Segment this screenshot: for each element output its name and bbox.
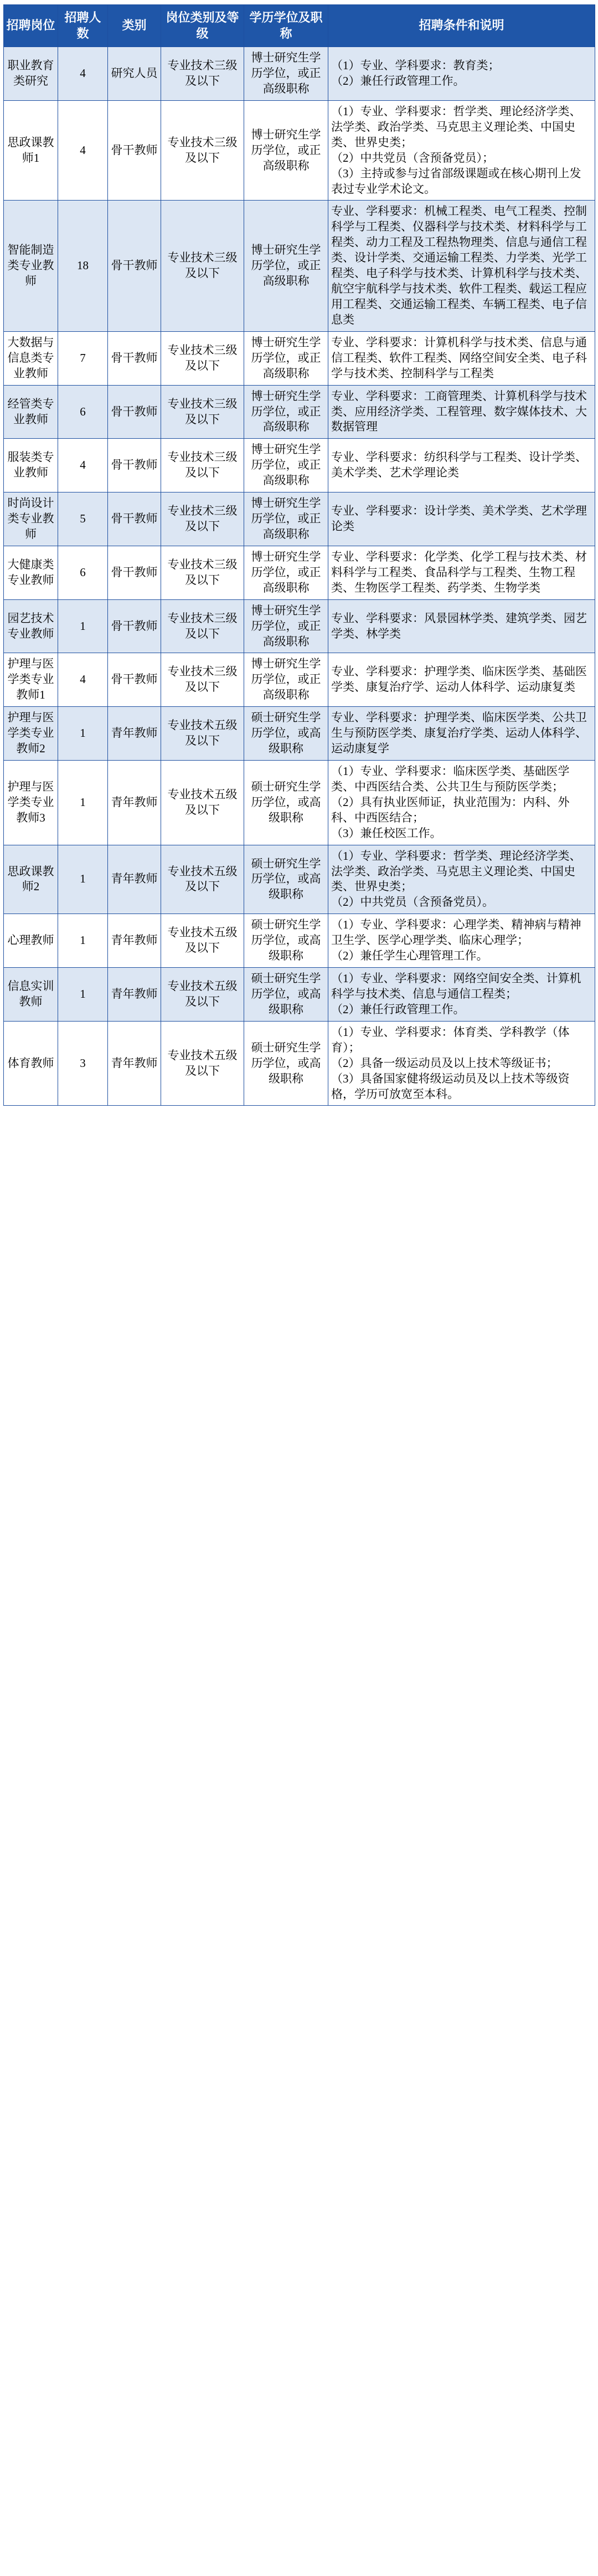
cell-category: 骨干教师 xyxy=(108,100,161,201)
cell-post: 智能制造类专业教师 xyxy=(4,201,58,331)
cell-conditions: （1）专业、学科要求：心理学类、精神病与精神卫生学、医学心理学类、临床心理学； （2）兼任学生心理管理工作。 xyxy=(328,914,595,968)
table-row xyxy=(4,845,595,914)
cell-post: 经管类专业教师 xyxy=(4,385,58,439)
cell-conditions: （1）专业、学科要求：哲学类、理论经济学类、法学类、政治学类、马克思主义理论类、中国史类、世界史类； （2）中共党员（含预备党员）； （3）主持或参与过省部级课题或在核心期刊上发表过专业学术论文。 xyxy=(328,100,595,201)
cell-category: 骨干教师 xyxy=(108,385,161,439)
cell-conditions: （1）专业、学科要求：网络空间安全类、计算机科学与技术类、信息与通信工程类； （2）兼任行政管理工作。 xyxy=(328,968,595,1022)
table-row xyxy=(4,653,595,707)
cell-count: 4 xyxy=(58,653,108,707)
table-body xyxy=(4,47,595,1106)
cell-level: 专业技术五级及以下 xyxy=(161,845,244,914)
cell-category: 青年教师 xyxy=(108,1021,161,1106)
cell-conditions: （1）专业、学科要求：哲学类、理论经济学类、法学类、政治学类、马克思主义理论类、中国史类、世界史类； （2）中共党员（含预备党员）。 xyxy=(328,845,595,914)
cell-level: 专业技术三级及以下 xyxy=(161,331,244,385)
cell-level: 专业技术五级及以下 xyxy=(161,914,244,968)
cell-post: 大健康类专业教师 xyxy=(4,546,58,599)
table-row xyxy=(4,707,595,761)
cell-degree: 博士研究生学历学位，或正高级职称 xyxy=(244,100,328,201)
cell-count: 1 xyxy=(58,760,108,845)
cell-degree: 博士研究生学历学位，或正高级职称 xyxy=(244,331,328,385)
cell-post: 体育教师 xyxy=(4,1021,58,1106)
table-row xyxy=(4,760,595,845)
table-row xyxy=(4,492,595,546)
cell-level: 专业技术五级及以下 xyxy=(161,968,244,1022)
cell-category: 青年教师 xyxy=(108,760,161,845)
cell-conditions: 专业、学科要求：设计学类、美术学类、艺术学理论类 xyxy=(328,492,595,546)
cell-count: 3 xyxy=(58,1021,108,1106)
cell-category: 骨干教师 xyxy=(108,492,161,546)
table-row xyxy=(4,599,595,653)
cell-post: 时尚设计类专业教师 xyxy=(4,492,58,546)
column-header-level: 岗位类别及等级 xyxy=(161,5,244,47)
cell-conditions: 专业、学科要求：护理学类、临床医学类、公共卫生与预防医学类、康复治疗学类、运动人体科学、运动康复学 xyxy=(328,707,595,761)
recruitment-table-sheet xyxy=(0,0,598,1111)
cell-degree: 硕士研究生学历学位，或高级职称 xyxy=(244,914,328,968)
cell-category: 骨干教师 xyxy=(108,201,161,331)
cell-count: 4 xyxy=(58,439,108,492)
column-header-category: 类别 xyxy=(108,5,161,47)
cell-level: 专业技术五级及以下 xyxy=(161,707,244,761)
cell-degree: 博士研究生学历学位，或正高级职称 xyxy=(244,201,328,331)
table-row xyxy=(4,546,595,599)
table-row xyxy=(4,439,595,492)
cell-count: 1 xyxy=(58,914,108,968)
cell-count: 18 xyxy=(58,201,108,331)
cell-degree: 博士研究生学历学位，或正高级职称 xyxy=(244,653,328,707)
cell-degree: 博士研究生学历学位，或正高级职称 xyxy=(244,439,328,492)
cell-conditions: 专业、学科要求：机械工程类、电气工程类、控制科学与工程类、仪器科学与技术类、材料科学与工程类、动力工程及工程热物理类、信息与通信工程类、设计学类、交通运输工程类、力学类、光学工程类、电子科学与技术类、计算机科学与技术类、航空宇航科学与技术类、软件工程类、载运工程应用工程类、交通运输工程类、车辆工程类、电子信息类 xyxy=(328,201,595,331)
cell-level: 专业技术三级及以下 xyxy=(161,100,244,201)
table-row xyxy=(4,914,595,968)
cell-level: 专业技术三级及以下 xyxy=(161,492,244,546)
cell-degree: 硕士研究生学历学位，或高级职称 xyxy=(244,760,328,845)
table-row xyxy=(4,331,595,385)
recruitment-table xyxy=(3,4,595,1106)
cell-degree: 博士研究生学历学位，或正高级职称 xyxy=(244,546,328,599)
cell-conditions: 专业、学科要求：化学类、化学工程与技术类、材料科学与工程类、食品科学与工程类、生物工程类、生物医学工程类、药学类、生物学类 xyxy=(328,546,595,599)
cell-count: 1 xyxy=(58,968,108,1022)
cell-post: 服装类专业教师 xyxy=(4,439,58,492)
cell-post: 护理与医学类专业教师3 xyxy=(4,760,58,845)
cell-conditions: 专业、学科要求：护理学类、临床医学类、基础医学类、康复治疗学、运动人体科学、运动康复类 xyxy=(328,653,595,707)
column-header-count: 招聘人数 xyxy=(58,5,108,47)
cell-degree: 硕士研究生学历学位，或高级职称 xyxy=(244,968,328,1022)
cell-category: 骨干教师 xyxy=(108,653,161,707)
cell-category: 青年教师 xyxy=(108,845,161,914)
cell-count: 4 xyxy=(58,47,108,101)
cell-category: 研究人员 xyxy=(108,47,161,101)
cell-post: 大数据与信息类专业教师 xyxy=(4,331,58,385)
cell-level: 专业技术三级及以下 xyxy=(161,546,244,599)
cell-degree: 硕士研究生学历学位，或高级职称 xyxy=(244,1021,328,1106)
cell-count: 4 xyxy=(58,100,108,201)
cell-conditions: （1）专业、学科要求：体育类、学科教学（体育）； （2）具备一级运动员及以上技术等级证书； （3）具备国家健将级运动员及以上技术等级资格，学历可放宽至本科。 xyxy=(328,1021,595,1106)
cell-degree: 博士研究生学历学位，或正高级职称 xyxy=(244,599,328,653)
cell-count: 5 xyxy=(58,492,108,546)
cell-post: 信息实训教师 xyxy=(4,968,58,1022)
table-row xyxy=(4,201,595,331)
table-header xyxy=(4,5,595,47)
cell-level: 专业技术三级及以下 xyxy=(161,653,244,707)
table-row xyxy=(4,47,595,101)
cell-count: 6 xyxy=(58,546,108,599)
column-header-degree: 学历学位及职称 xyxy=(244,5,328,47)
cell-category: 骨干教师 xyxy=(108,439,161,492)
cell-degree: 博士研究生学历学位，或正高级职称 xyxy=(244,47,328,101)
cell-count: 1 xyxy=(58,707,108,761)
cell-post: 心理教师 xyxy=(4,914,58,968)
column-header-conditions: 招聘条件和说明 xyxy=(328,5,595,47)
cell-conditions: （1）专业、学科要求：教育类； （2）兼任行政管理工作。 xyxy=(328,47,595,101)
cell-level: 专业技术五级及以下 xyxy=(161,760,244,845)
cell-category: 青年教师 xyxy=(108,707,161,761)
cell-count: 1 xyxy=(58,599,108,653)
cell-category: 骨干教师 xyxy=(108,546,161,599)
cell-level: 专业技术三级及以下 xyxy=(161,599,244,653)
table-row xyxy=(4,968,595,1022)
cell-level: 专业技术三级及以下 xyxy=(161,385,244,439)
table-header-row xyxy=(4,5,595,47)
cell-category: 青年教师 xyxy=(108,968,161,1022)
cell-degree: 硕士研究生学历学位，或高级职称 xyxy=(244,707,328,761)
cell-level: 专业技术三级及以下 xyxy=(161,47,244,101)
cell-post: 思政课教师1 xyxy=(4,100,58,201)
table-row xyxy=(4,1021,595,1106)
cell-category: 青年教师 xyxy=(108,914,161,968)
cell-level: 专业技术三级及以下 xyxy=(161,439,244,492)
table-row xyxy=(4,385,595,439)
cell-count: 6 xyxy=(58,385,108,439)
column-header-post: 招聘岗位 xyxy=(4,5,58,47)
cell-post: 职业教育类研究 xyxy=(4,47,58,101)
cell-count: 1 xyxy=(58,845,108,914)
cell-post: 护理与医学类专业教师2 xyxy=(4,707,58,761)
cell-category: 骨干教师 xyxy=(108,599,161,653)
table-row xyxy=(4,100,595,201)
cell-level: 专业技术三级及以下 xyxy=(161,201,244,331)
cell-degree: 博士研究生学历学位，或正高级职称 xyxy=(244,385,328,439)
cell-level: 专业技术五级及以下 xyxy=(161,1021,244,1106)
cell-conditions: 专业、学科要求：风景园林学类、建筑学类、园艺学类、林学类 xyxy=(328,599,595,653)
cell-conditions: 专业、学科要求：纺织科学与工程类、设计学类、美术学类、艺术学理论类 xyxy=(328,439,595,492)
cell-degree: 硕士研究生学历学位，或高级职称 xyxy=(244,845,328,914)
cell-post: 园艺技术专业教师 xyxy=(4,599,58,653)
cell-degree: 博士研究生学历学位，或正高级职称 xyxy=(244,492,328,546)
cell-conditions: 专业、学科要求：计算机科学与技术类、信息与通信工程类、软件工程类、网络空间安全类、电子科学与技术类、控制科学与工程类 xyxy=(328,331,595,385)
cell-post: 护理与医学类专业教师1 xyxy=(4,653,58,707)
cell-conditions: （1）专业、学科要求：临床医学类、基础医学类、中西医结合类、公共卫生与预防医学类； （2）具有执业医师证，执业范围为：内科、外科、中西医结合； （3）兼任校医工作。 xyxy=(328,760,595,845)
cell-count: 7 xyxy=(58,331,108,385)
cell-conditions: 专业、学科要求：工商管理类、计算机科学与技术类、应用经济学类、工程管理、数字媒体技术、大数据管理 xyxy=(328,385,595,439)
cell-post: 思政课教师2 xyxy=(4,845,58,914)
cell-category: 骨干教师 xyxy=(108,331,161,385)
